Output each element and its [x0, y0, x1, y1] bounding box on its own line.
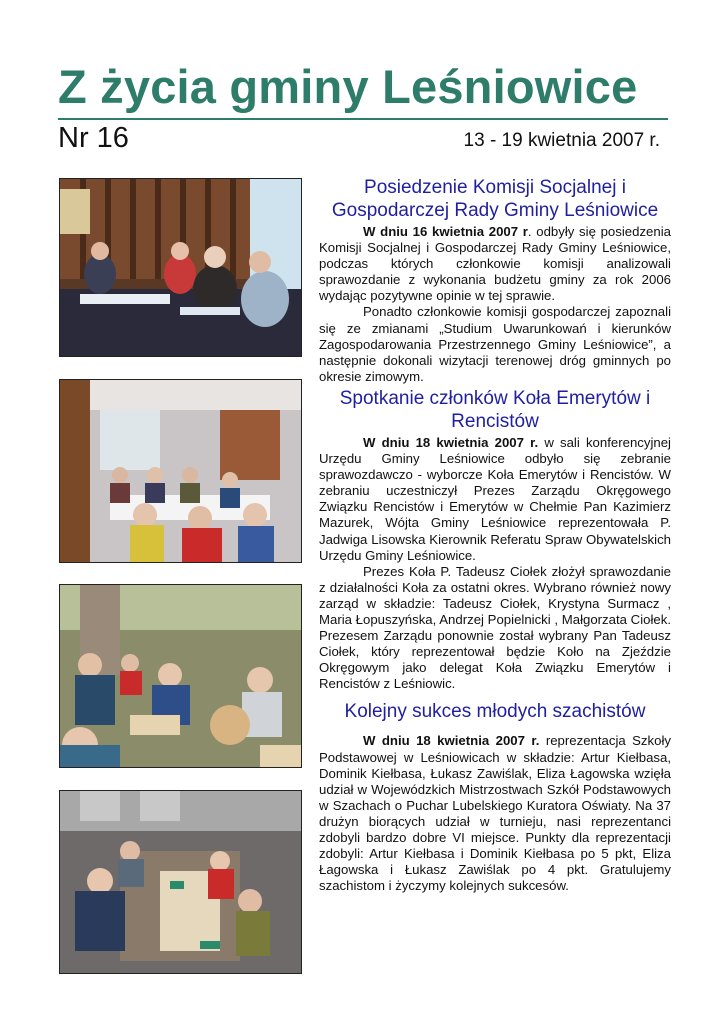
issue-number: Nr 16 [58, 122, 129, 154]
title-rule [58, 118, 668, 120]
article-paragraph [319, 564, 671, 693]
paragraph-text: Ponadto członkowie komisji gospodarczej zapoznali się ze zmianami „Studium Uwarunkowań i kierunków Zagospodarowania Przestrzennego Gminy Leśniowice”, a następnie dokonali wizytacji terenowej dróg gminnych po okresie zimowym. [319, 304, 671, 384]
article-paragraph [319, 224, 671, 304]
paragraph-lead: W dniu 16 kwietnia 2007 r [363, 224, 528, 239]
issue-dates: 13 - 19 kwietnia 2007 r. [463, 130, 660, 151]
paragraph-lead: W dniu 18 kwietnia 2007 r. [363, 733, 540, 749]
article-paragraph [319, 733, 671, 894]
article-paragraph [319, 435, 671, 564]
article-heading: Posiedzenie Komisji Socjalnej i Gospodarczej Rady Gminy Leśniowice [331, 177, 659, 221]
paragraph-text: . odbyły się posiedzenia Komisji Socjalnej i Gospodarczej Rady Gminy Leśniowice, podczas których członkowie komisji analizowali sprawozdanie z wykonania budżetu gminy za rok 2006 wydając pozytywne opinie w tej sprawie. [319, 224, 671, 304]
article-chess [319, 700, 671, 894]
paragraph-text: Prezes Koła P. Tadeusz Ciołek złożył sprawozdanie z działalności Koła za ostatni okres. Wybrano również nowy zarząd w składzie: Tadeusz Ciołek, Krystyna Surmacz , Maria Łopuszyńska, Andrzej Popielnicki , Małgorzata Ciołek. Prezesem Zarządu ponownie został wybrany Pan Tadeusz Ciołek, który reprezentował będzie Koło na Zjeździe Okręgowym jako delegat Koła Związku Emerytów i Rencistów z Leśniowic. [319, 563, 671, 692]
article-committee [319, 176, 671, 385]
masthead [58, 60, 668, 154]
article-heading: Kolejny sukces młodych szachistów [344, 701, 646, 723]
photo-chess-tournament-1 [59, 584, 302, 768]
paragraph-lead: W dniu 18 kwietnia 2007 r. [363, 434, 539, 450]
photo-pensioners-meeting [59, 379, 302, 563]
newsletter-title: Z życia gminy Leśniowice [58, 60, 638, 113]
photo-committee-meeting [59, 178, 302, 357]
article-paragraph [319, 304, 671, 384]
paragraph-text: reprezentacja Szkoły Podstawowej w Leśniowicach w składzie: Artur Kiełbasa, Dominik Kiełbasa, Łukasz Zawiślak, Eliza Łagowska wzięła udział w Wojewódzkich Mistrzostwach Szkół Podstawowych w Szachach o Puchar Lubelskiego Kuratora Oświaty. Na 37 drużyn biorących udział w turnieju, nasi reprezentanci zdobyli bardzo dobre VI miejsce. Punkty dla reprezentacji zdobyli: Artur Kiełbasa i Dominik Kiełbasa po 5 pkt, Eliza Łagowska i Łukasz Zawiślak po 4 pkt. Gratulujemy szachistom i życzymy kolejnych sukcesów. [319, 733, 671, 894]
photo-chess-tournament-2 [59, 790, 302, 974]
article-heading: Spotkanie członków Koła Emerytów i Rencistów [339, 387, 651, 432]
article-pensioners [319, 387, 671, 693]
articles-column [319, 176, 671, 894]
paragraph-text: w sali konferencyjnej Urzędu Gminy Leśniowice odbyło się zebranie sprawozdawczo - wyborcze Koła Emerytów i Rencistów. W zebraniu uczestniczył Prezes Zarządu Okręgowego Związku Rencistów i Emerytów w Chełmie Pan Kazimierz Mazurek, Wójta Gminy Leśniowice reprezentowała P. Jadwiga Lisowska Kierownik Referatu Spraw Obywatelskich Urzędu Gminy Leśniowice. [319, 434, 671, 563]
